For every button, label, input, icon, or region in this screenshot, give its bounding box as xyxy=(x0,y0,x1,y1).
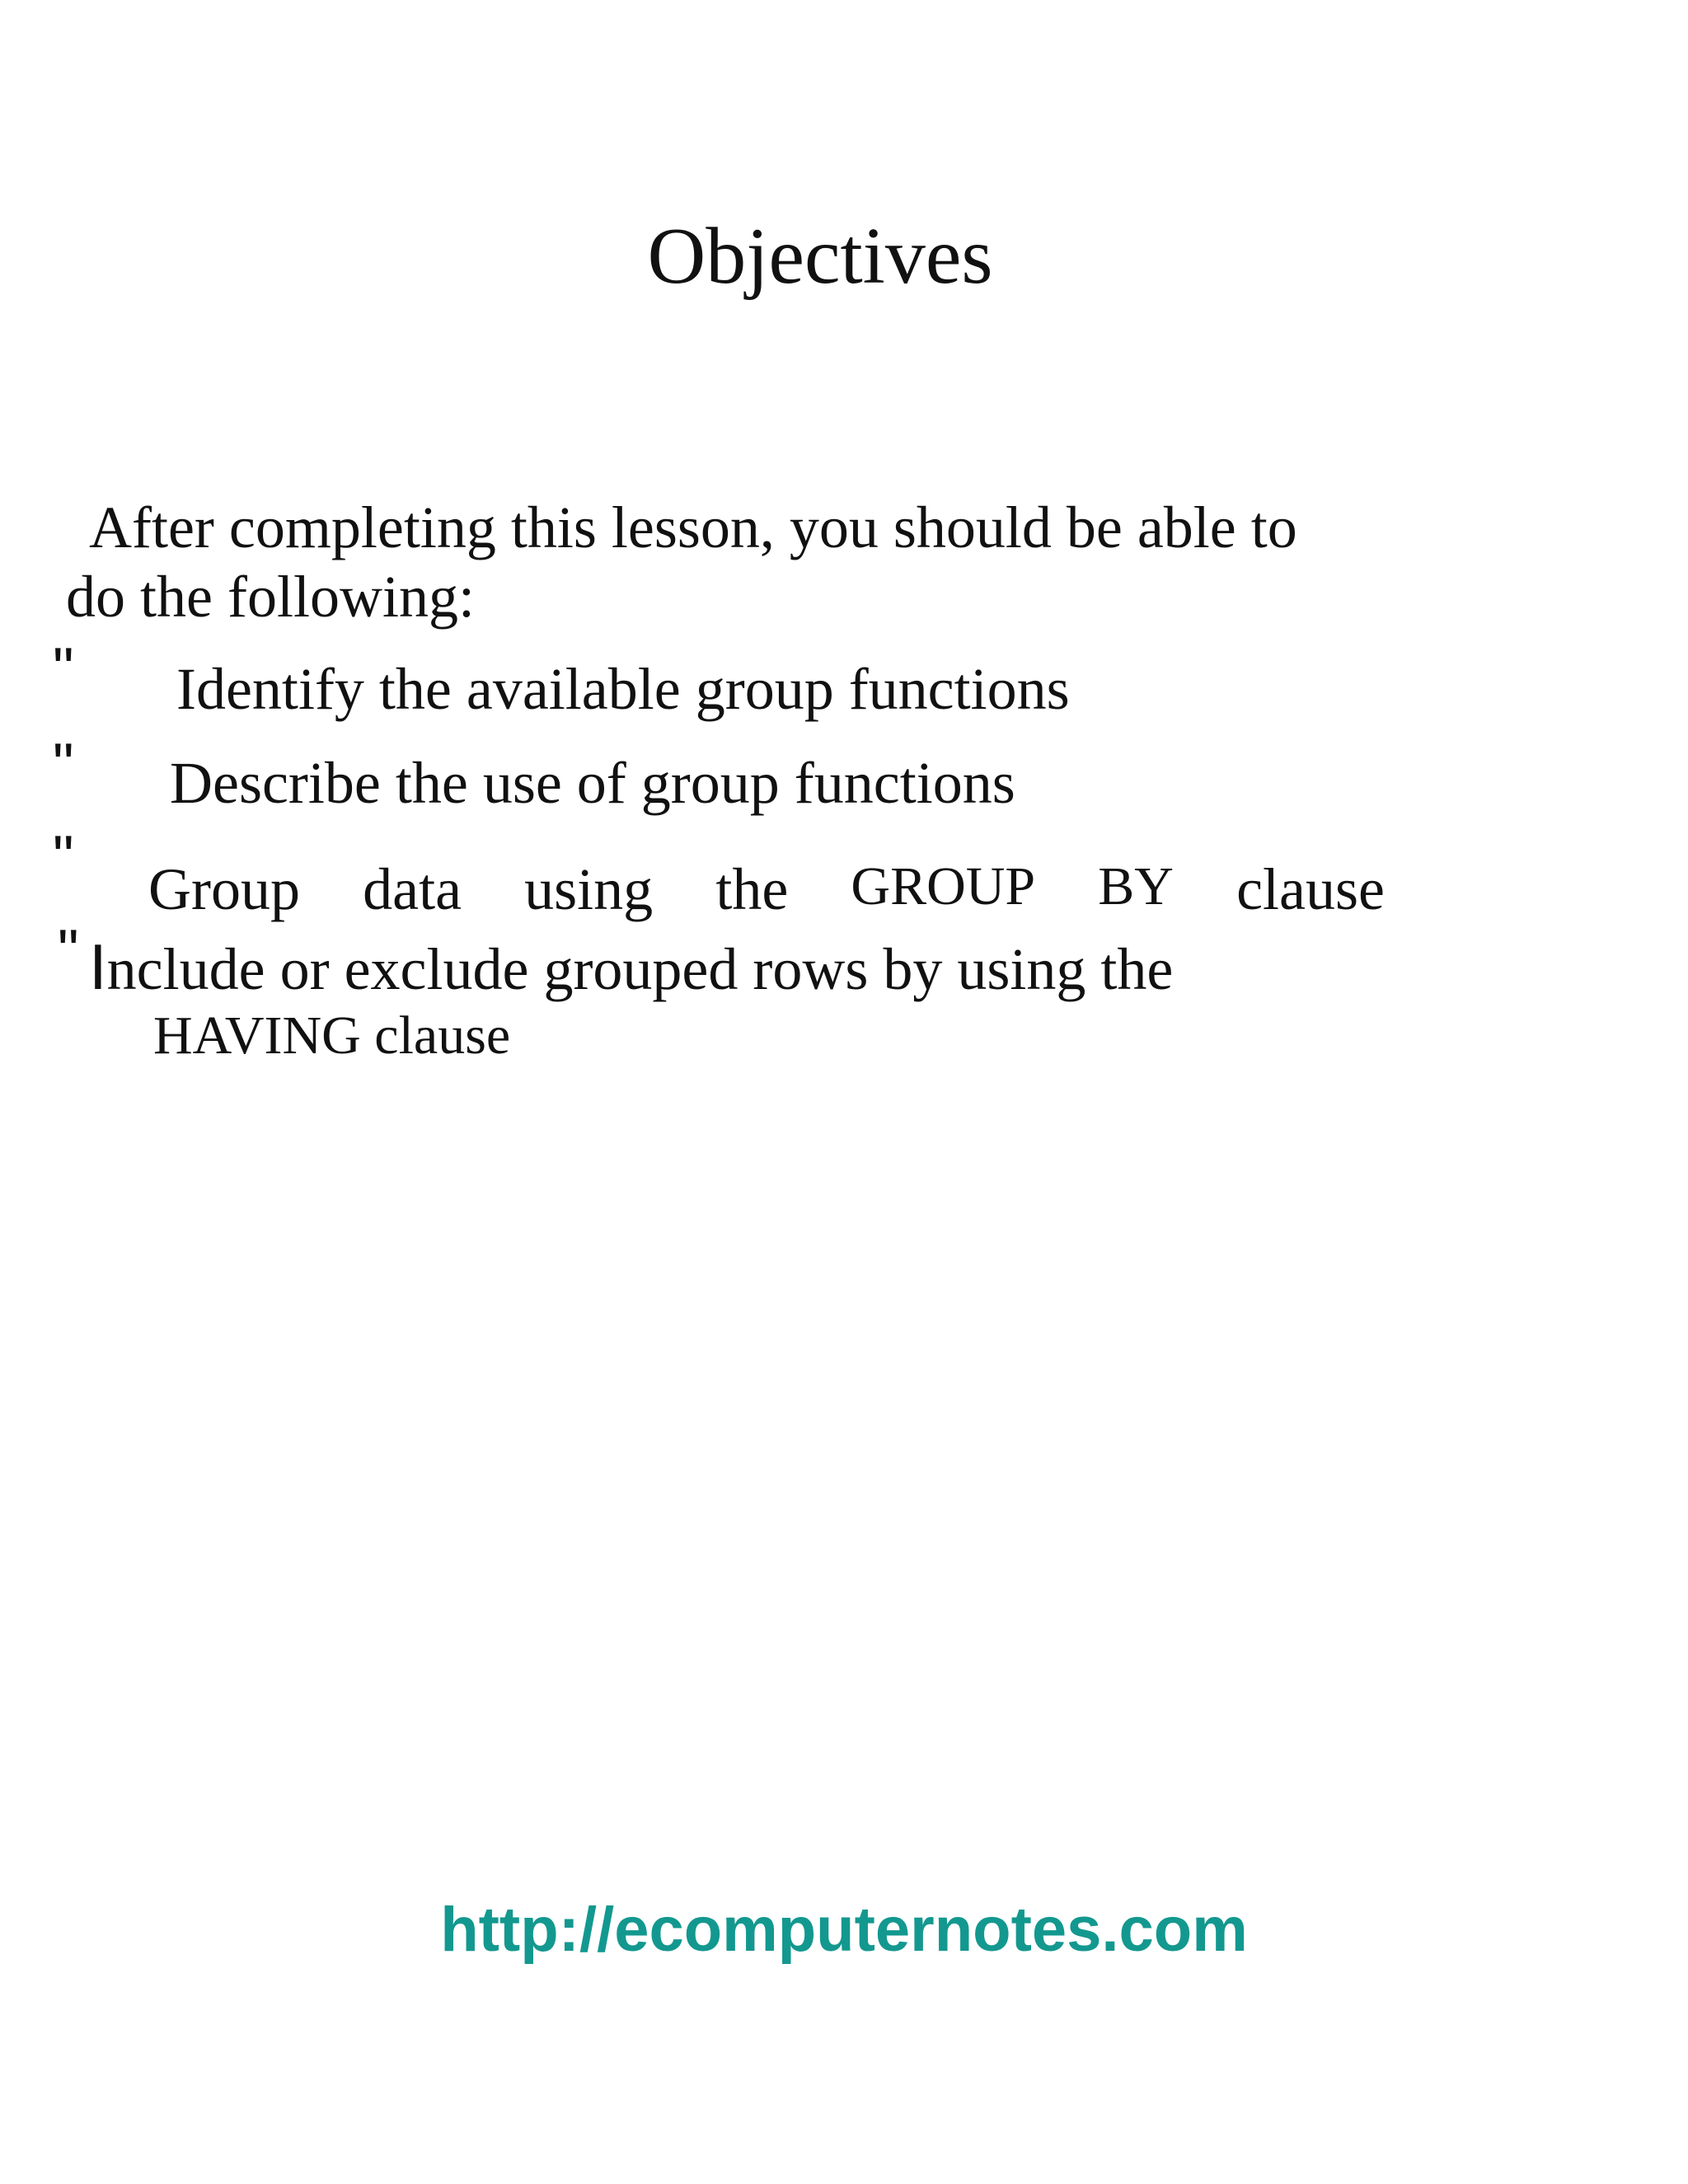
bullet-3-word: Group xyxy=(148,856,300,922)
bullet-3-word: BY xyxy=(1098,856,1174,916)
bullet-1-text: Identify the available group functions xyxy=(176,656,1070,722)
bullet-2-mark: " xyxy=(53,732,74,798)
bullet-3-text xyxy=(148,856,1385,922)
bullet-4-line-2: HAVING clause xyxy=(153,1005,511,1066)
intro-line-1: After completing this lesson, you should be able to xyxy=(89,494,1297,560)
bullet-3-mark: " xyxy=(53,824,74,890)
bullet-3-word: data xyxy=(363,856,462,922)
bullet-3-word: GROUP xyxy=(851,856,1036,916)
bullet-3-word: clause xyxy=(1236,856,1385,922)
bullet-1-mark: " xyxy=(53,636,74,702)
intro-line-2: do the following: xyxy=(66,564,475,630)
bullet-4-rest: nclude or exclude grouped rows by using the xyxy=(106,936,1174,1002)
bullet-2-text: Describe the use of group functions xyxy=(170,750,1015,816)
bullet-4-first-letter: I xyxy=(89,930,107,1003)
bullet-4-mark: " xyxy=(58,918,79,984)
bullet-3-word: using xyxy=(524,856,654,922)
page-title: Objectives xyxy=(647,212,993,301)
bullet-4-text xyxy=(89,930,1174,1003)
footer-url-link[interactable]: http://ecomputernotes.com xyxy=(440,1895,1248,1965)
bullet-3-word: the xyxy=(715,856,789,922)
